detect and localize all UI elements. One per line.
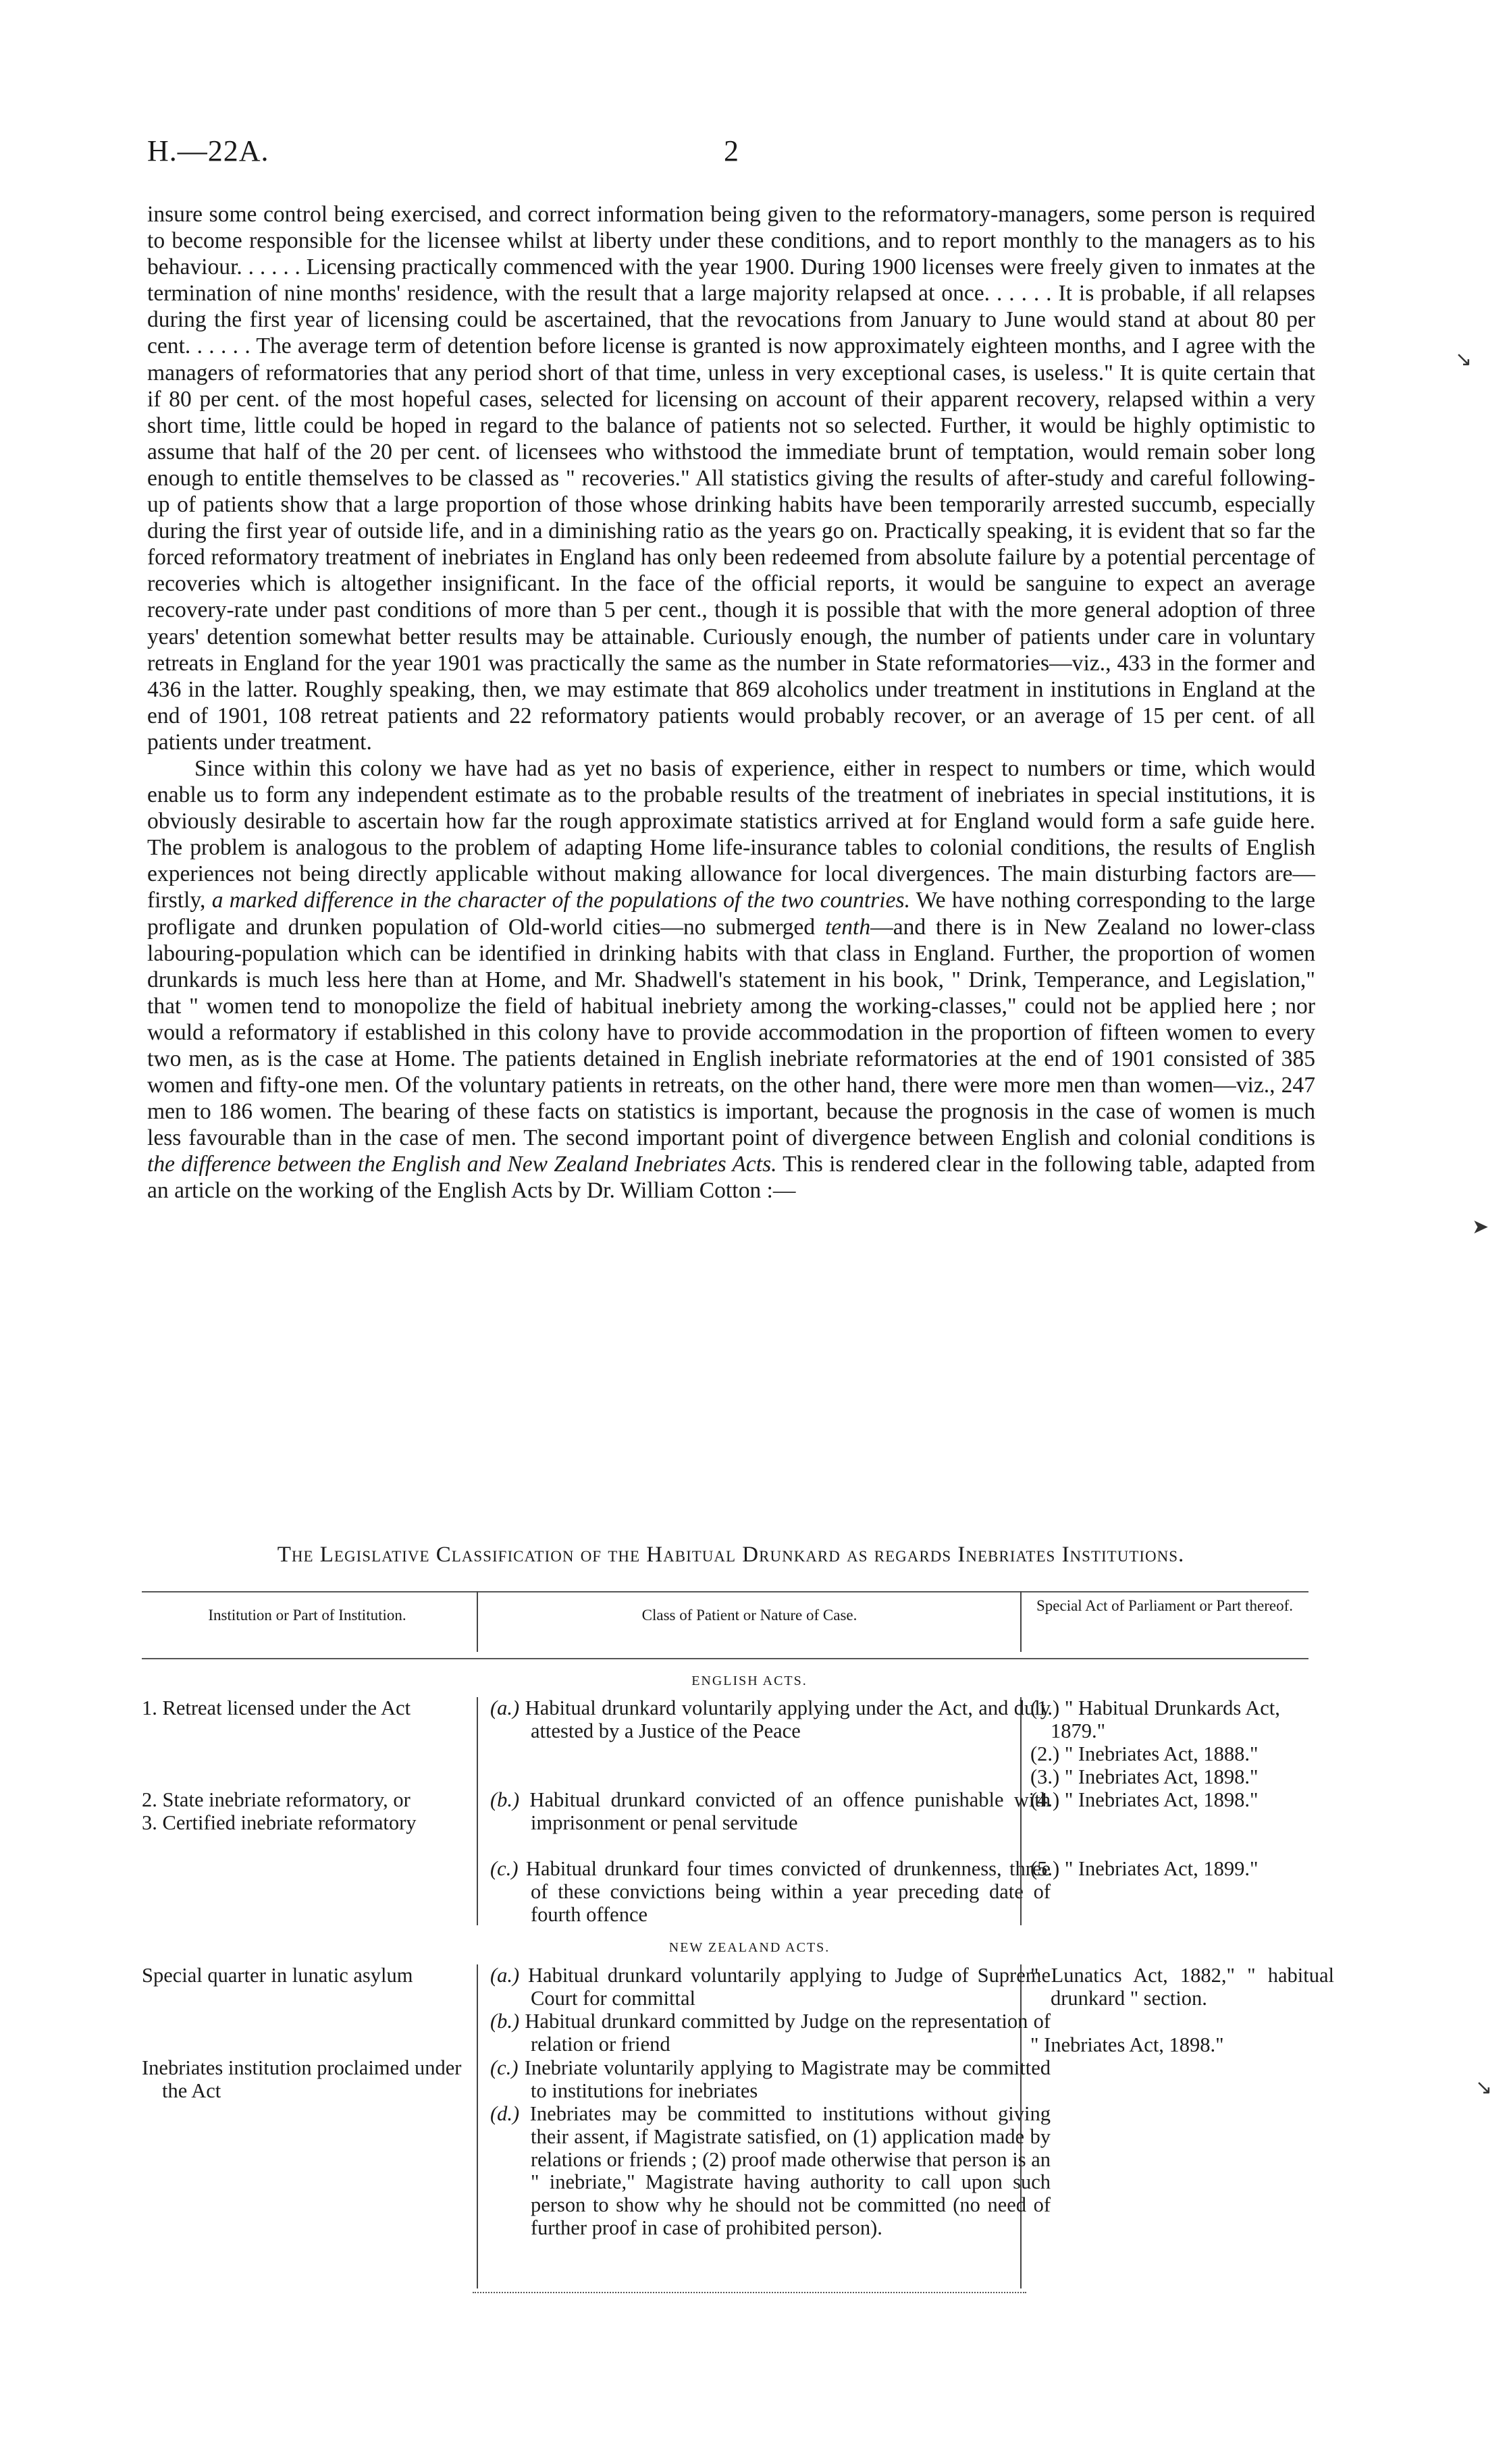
nz-class-a-text: Habitual drunkard voluntarily applying to Judge of Supreme Court for committal xyxy=(528,1964,1051,2010)
table-top-rule xyxy=(142,1591,1308,1592)
header-class: Class of Patient or Nature of Case. xyxy=(641,1607,857,1624)
nz-class-c-text: Inebriate voluntarily applying to Magistrate may be committed to institutions for inebriates xyxy=(524,2056,1051,2102)
paragraph-1 xyxy=(147,201,1315,755)
nz-class-b xyxy=(490,2010,1051,2056)
paragraph-2-text-c: —and there is in New Zealand no lower-class labouring-population which can be identified in drinking habits with that class in England. Further, the proportion of women drunkards is much less here than at Home, and Mr. Shadwell's statement in his book, " Drink, Temperance, and Legislation," that " women tend to monopolize the field of habitual inebriety among the working-classes," could not be applied here ; nor would a reformatory if established in this colony have to provide accommodation in the proportion of fifteen women to every two men, as is the case at Home. The patients detained in English inebriate reformatories at the end of 1901 consisted of 385 women and fifty-one men. Of the voluntary patients in retreats, on the other hand, there were more men than women—viz., 247 men to 186 women. The bearing of these facts on statistics is important, because the prognosis in the case of women is much less favourable than in the case of men. The second important point of divergence between English and colonial conditions is xyxy=(147,914,1315,1151)
english-institution-2: 2. State inebriate reformatory, or xyxy=(142,1788,411,1811)
nz-divider-left xyxy=(477,1964,478,2288)
document-reference: H.—22A. xyxy=(147,134,269,167)
english-class-b-text: Habitual drunkard convicted of an offence punishable with imprisonment or penal servitude xyxy=(529,1788,1051,1834)
english-divider-right-b xyxy=(1020,1858,1022,1925)
english-class-c xyxy=(490,1858,1051,1926)
english-class-b-mark: (b.) xyxy=(490,1788,520,1811)
nz-class-b-text: Habitual drunkard committed by Judge on the representation of relation or friend xyxy=(525,2010,1051,2056)
table-bottom-rule xyxy=(473,2292,1026,2293)
header-bottom-rule xyxy=(142,1658,1308,1659)
table-title: The Legislative Classification of the Habitual Drunkard as regards Inebriates Institutions. xyxy=(277,1543,1185,1567)
english-class-a-text: Habitual drunkard voluntarily applying under the Act, and duly attested by a Justice of the Peace xyxy=(525,1696,1051,1742)
nz-class-c xyxy=(490,2057,1051,2103)
english-class-a-mark: (a.) xyxy=(490,1696,520,1719)
english-class-c-text: Habitual drunkard four times convicted of drunkenness, three of these convictions being within a year preceding date of fourth offence xyxy=(525,1857,1051,1926)
english-class-b xyxy=(490,1789,1051,1835)
margin-arrow-icon-1: ↘ xyxy=(1455,348,1473,371)
nz-class-a-mark: (a.) xyxy=(490,1964,520,1987)
english-act-5: (5.) " Inebriates Act, 1899." xyxy=(1030,1857,1259,1880)
header-institution: Institution or Part of Institution. xyxy=(208,1607,406,1624)
nz-class-d xyxy=(490,2103,1051,2240)
english-class-c-mark: (c.) xyxy=(490,1857,519,1880)
header-divider-1 xyxy=(477,1591,478,1652)
header-act: Special Act of Parliament or Part thereof. xyxy=(1036,1597,1294,1614)
paragraph-2 xyxy=(147,755,1315,1204)
nz-institution-2: Inebriates institution proclaimed under the Act xyxy=(142,2056,462,2102)
page-number: 2 xyxy=(724,134,739,167)
section-english-acts: ENGLISH ACTS. xyxy=(691,1673,808,1688)
margin-arrow-icon-2: ➤ xyxy=(1472,1215,1489,1239)
english-act-4: (4.) " Inebriates Act, 1898." xyxy=(1030,1788,1259,1811)
margin-arrow-icon-3: ↘ xyxy=(1475,2076,1493,2099)
nz-class-b-mark: (b.) xyxy=(490,2010,520,2033)
paragraph-2-italic-b: tenth xyxy=(824,914,871,940)
body-text xyxy=(147,201,1315,1204)
english-institution-3: 3. Certified inebriate reformatory xyxy=(142,1811,417,1834)
nz-class-d-text: Inebriates may be committed to institutions without giving their assent, if Magistrate satisfied, on (1) application made by relations or friends ; (2) proof made otherwise that person is an " inebriate," Magistrate having authority to call upon such person to show why he should not be committed (no need of further proof in case of prohibited person). xyxy=(529,2102,1051,2239)
nz-act-2: " Inebriates Act, 1898." xyxy=(1030,2033,1224,2056)
nz-act-1: " Lunatics Act, 1882," " habitual drunkard " section. xyxy=(1030,1964,1334,2010)
nz-class-d-mark: (d.) xyxy=(490,2102,520,2125)
paragraph-2-text-b: We have nothing corresponding to the large profligate and drunken population of Old-world cities—no submerged xyxy=(147,888,1315,940)
english-divider-left-b xyxy=(477,1858,478,1925)
english-institution-1: 1. Retreat licensed under the Act xyxy=(142,1696,411,1719)
nz-class-a xyxy=(490,1964,1051,2010)
paragraph-1-text: insure some control being exercised, and correct information being given to the reformatory-managers, some person is required to become responsible for the licensee whilst at liberty under these conditions, and to report monthly to the managers as to his behaviour. . . . . . Licensing practically commenced with the year 1900. During 1900 licenses were freely given to inmates at the termination of nine months' residence, with the result that a large majority relapsed at once. . . . . . It is probable, if all relapses during the first year of licensing could be ascertained, that the revocations from January to June would stand at about 80 per cent. . . . . . The average term of detention before license is granted is now approximately eighteen months, and I agree with the managers of reformatories that any period short of that time, unless in very exceptional cases, is useless." It is quite certain that if 80 per cent. of the most hopeful cases, selected for licensing on account of their apparent recovery, relapsed within a very short time, little could be hoped in regard to the balance of patients not so selected. Further, it would be highly optimistic to assume that half of the 20 per cent. of licensees who withstood the immediate brunt of temptation, would remain sober long enough to entitle themselves to be classed as " recoveries." All statistics giving the results of after-study and careful following-up of patients show that a large proportion of those whose drinking habits have been temporarily arrested succumb, especially during the first year of outside life, and in a diminishing ratio as the years go on. Practically speaking, it is evident that so far the forced reformatory treatment of inebriates in England has only been redeemed from absolute failure by a potential percentage of recoveries which is altogether insignificant. In the face of the official reports, it would be sanguine to expect an average recovery-rate under past conditions of more than 5 per cent., though it is possible that with the more general adoption of three years' detention somewhat better results may be attainable. Curiously enough, the number of patients under care in voluntary retreats in England for the year 1901 was practically the same as the number in State reformatories—viz., 433 in the former and 436 in the latter. Roughly speaking, then, we may estimate that 869 alcoholics under treatment in institutions in England at the end of 1901, 108 retreat patients and 22 reformatory patients would probably recover, or an average of 15 per cent. of all patients under treatment. xyxy=(147,202,1315,755)
paragraph-2-italic-c: the difference between the English and New Zealand Inebriates Acts. xyxy=(147,1152,777,1177)
nz-class-c-mark: (c.) xyxy=(490,2056,519,2079)
nz-institution-1: Special quarter in lunatic asylum xyxy=(142,1964,413,1987)
paragraph-2-text-a: Since within this colony we have had as yet no basis of experience, either in respect to numbers or time, which would enable us to form any independent estimate as to the probable results of the treatment of inebriates in special institutions, it is obviously desirable to ascertain how far the rough approximate statistics arrived at for England would form a safe guide here. The problem is analogous to the problem of adapting Home life-insurance tables to colonial conditions, the results of English experiences not being directly applicable without making allowance for local divergences. The main disturbing factors are—firstly, xyxy=(147,755,1315,913)
english-class-a xyxy=(490,1697,1051,1743)
paragraph-2-text-d: This is rendered clear in the following table, adapted from an article on the working of the English Acts by Dr. William Cotton :— xyxy=(147,1152,1315,1204)
english-act-1: (1.) " Habitual Drunkards Act, 1879." xyxy=(1030,1696,1280,1742)
paragraph-2-italic-a: a marked difference in the character of the populations of the two countries. xyxy=(211,888,910,913)
english-act-3: (3.) " Inebriates Act, 1898." xyxy=(1030,1765,1259,1788)
header-divider-2 xyxy=(1020,1591,1022,1652)
english-act-2: (2.) " Inebriates Act, 1888." xyxy=(1030,1742,1259,1765)
english-divider-left xyxy=(477,1697,478,1866)
section-new-zealand-acts: NEW ZEALAND ACTS. xyxy=(668,1940,830,1955)
